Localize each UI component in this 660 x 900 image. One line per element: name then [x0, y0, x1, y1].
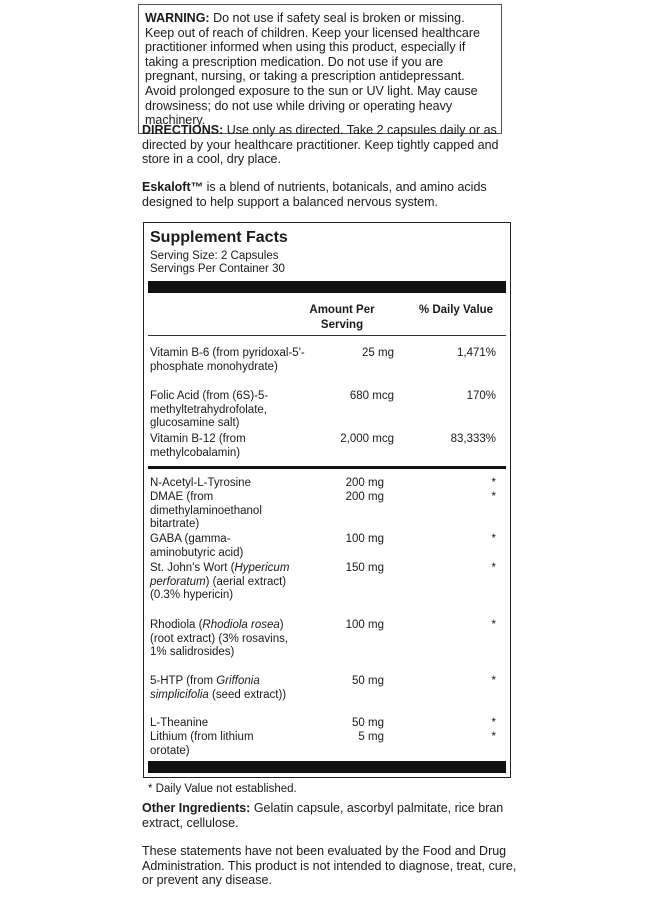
product-description	[142, 180, 512, 209]
other-ingredients-text: Gelatin capsule, ascorbyl palmitate, rice bran extract, cellulose.	[142, 801, 504, 830]
product-brand: Eskaloft™	[142, 180, 204, 194]
ingredient-latin-name: Griffonia simplicifolia	[150, 675, 260, 701]
warning-label: WARNING:	[145, 11, 210, 25]
section-divider	[148, 466, 506, 469]
nutrient-amount: 680 mcg	[349, 390, 394, 402]
ingredient-amount: 5 mg	[358, 731, 384, 743]
ingredient-name	[150, 675, 290, 702]
nutrient-name: Folic Acid (from (6S)-5-methyltetrahydrofolate, glucosamine salt)	[150, 390, 269, 430]
serving-info	[150, 250, 285, 276]
ingredient-amount: 100 mg	[345, 533, 384, 545]
ingredient-name-part: ) (root extract) (3% rosavins, 1% salidrosides)	[150, 619, 289, 659]
ingredient-name-part: (seed extract))	[208, 688, 287, 701]
directions	[142, 123, 512, 167]
warning-box	[138, 4, 502, 134]
ingredient-name: Lithium (from lithium orotate)	[150, 731, 254, 757]
nutrient-daily-value: 170%	[466, 390, 496, 402]
directions-label: DIRECTIONS:	[142, 123, 224, 137]
facts-bottom-bar	[148, 761, 506, 773]
header-amount-per-serving: Amount Per Serving	[309, 304, 375, 331]
ingredient-daily-value: *	[491, 619, 496, 631]
product-description-text: is a blend of nutrients, botanicals, and amino acids designed to help support a balanced nervous system.	[142, 180, 487, 209]
other-ingredients	[142, 801, 520, 830]
ingredient-latin-name: Rhodiola rosea	[202, 619, 280, 631]
ingredient-daily-value: *	[491, 731, 496, 743]
facts-title: Supplement Facts	[150, 229, 288, 246]
nutrient-name: Vitamin B-6 (from pyridoxal-5'-phosphate monohydrate)	[150, 347, 305, 373]
directions-text: Use only as directed. Take 2 capsules daily or as directed by your healthcare practitioner. Keep tightly capped and store in a cool, dry place.	[142, 123, 499, 167]
ingredient-name-part: St. John's Wort (	[150, 562, 235, 574]
ingredient-daily-value: *	[491, 562, 496, 574]
fda-statement: These statements have not been evaluated by the Food and Drug Administration. This product is not intended to diagnose, treat, cure, or prevent any disease.	[142, 844, 517, 888]
nutrient-name: Vitamin B-12 (from methylcobalamin)	[150, 433, 246, 459]
ingredient-name: GABA (gamma-aminobutyric acid)	[150, 533, 244, 559]
ingredient-daily-value: *	[491, 477, 496, 489]
nutrient-amount: 25 mg	[362, 347, 394, 359]
ingredient-amount: 50 mg	[352, 675, 384, 687]
ingredient-name-part: 5-HTP (from	[150, 675, 217, 687]
supplement-facts-panel	[143, 222, 511, 778]
header-daily-value: % Daily Value	[418, 304, 494, 316]
servings-per-container: Servings Per Container 30	[150, 263, 285, 275]
ingredient-name: L-Theanine	[150, 717, 209, 729]
ingredient-latin-name: Hypericum perforatum	[150, 562, 290, 588]
ingredient-name	[150, 619, 300, 660]
ingredient-amount: 100 mg	[345, 619, 384, 631]
serving-size: Serving Size: 2 Capsules	[150, 250, 279, 262]
facts-top-bar	[148, 281, 506, 293]
ingredient-daily-value: *	[491, 533, 496, 545]
ingredient-name-part: ) (aerial extract) (0.3% hypericin)	[150, 575, 287, 602]
ingredient-daily-value: *	[491, 717, 496, 729]
ingredient-amount: 200 mg	[345, 477, 384, 489]
ingredient-name	[150, 562, 300, 603]
nutrient-daily-value: 83,333%	[450, 433, 496, 445]
ingredient-daily-value: *	[491, 491, 496, 503]
ingredient-name: N-Acetyl-L-Tyrosine	[150, 477, 251, 489]
ingredient-amount: 200 mg	[345, 491, 384, 503]
ingredient-name-part: Rhodiola (	[150, 619, 203, 631]
ingredient-amount: 50 mg	[352, 717, 384, 729]
ingredient-name: DMAE (from dimethylaminoethanol bitartrate)	[150, 491, 262, 531]
ingredient-amount: 150 mg	[345, 562, 384, 574]
nutrient-amount: 2,000 mcg	[340, 433, 394, 445]
header-divider	[148, 335, 506, 336]
ingredient-daily-value: *	[491, 675, 496, 687]
other-ingredients-label: Other Ingredients:	[142, 801, 251, 815]
nutrient-daily-value: 1,471%	[456, 347, 496, 359]
daily-value-footnote: * Daily Value not established.	[148, 783, 297, 795]
warning-text: Do not use if safety seal is broken or missing. Keep out of reach of children. Keep your licensed healthcare practitioner informed when using this product, especially if taking a prescription medication. Do not use if you are pregnant, nursing, or taking a prescription antidepressant. Avoid prolonged exposure to the sun or UV light. May cause drowsiness; do not use while driving or operating heavy machinery.	[145, 11, 480, 128]
